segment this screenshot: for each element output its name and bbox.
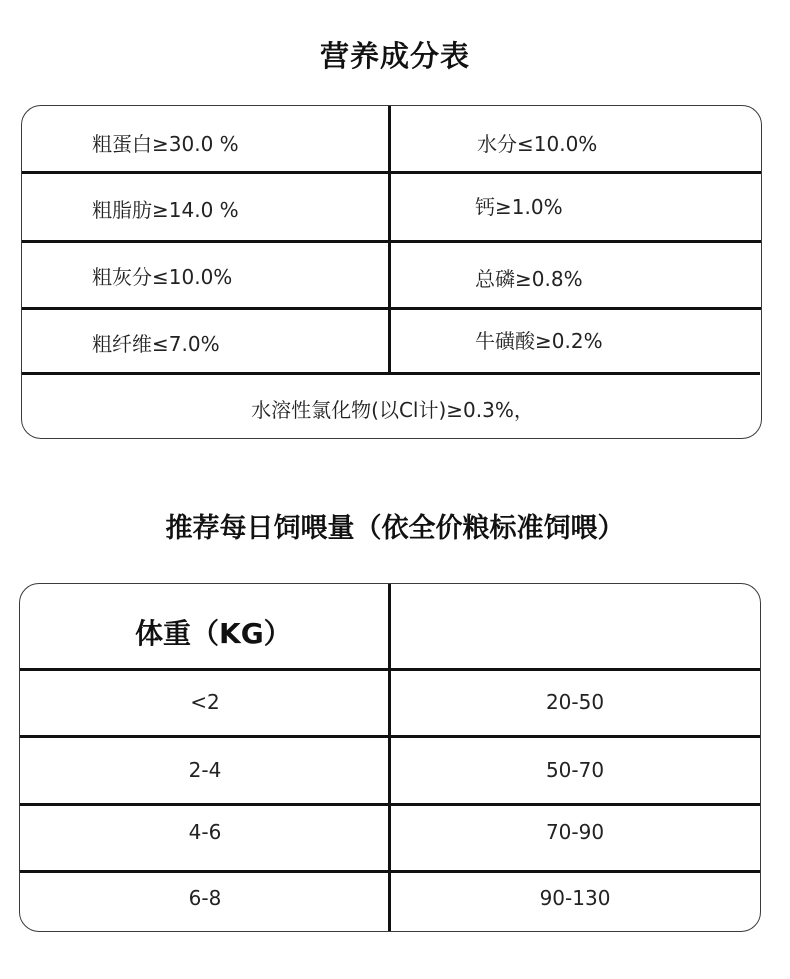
amount-cell: 90-130 [539,886,611,910]
weight-cell: 6-8 [188,886,222,910]
nutrient-phosphorus: 总磷≥0.8% [475,267,583,291]
row-divider [22,240,762,243]
nutrient-protein: 粗蛋白≥30.0 % [92,132,239,156]
nutrient-chloride: 水溶性氯化物(以Cl计)≥0.3%， [251,398,534,422]
column-divider [388,106,391,374]
row-divider [21,171,761,174]
nutrient-fiber: 粗纤维≤7.0% [92,332,220,356]
amount-cell: 70-90 [545,820,605,844]
feeding-table [19,583,761,932]
feeding-title: 推荐每日饲喂量（依全价粮标准饲喂） [165,513,625,544]
amount-cell: 50-70 [545,758,605,782]
nutrient-fat: 粗脂肪≥14.0 % [92,198,239,222]
nutrition-table [21,105,762,439]
row-divider [21,307,761,310]
weight-cell: <2 [190,690,220,714]
weight-header: 体重（KG） [135,617,292,650]
nutrient-calcium: 钙≥1.0% [475,195,563,219]
nutrient-taurine: 牛磺酸≥0.2% [475,329,603,353]
weight-cell: 4-6 [188,820,222,844]
nutrient-ash: 粗灰分≤10.0% [92,265,233,289]
amount-cell: 20-50 [545,690,605,714]
weight-cell: 2-4 [188,758,222,782]
nutrient-moisture: 水分≤10.0% [477,132,598,156]
nutrition-title: 营养成分表 [319,39,470,73]
